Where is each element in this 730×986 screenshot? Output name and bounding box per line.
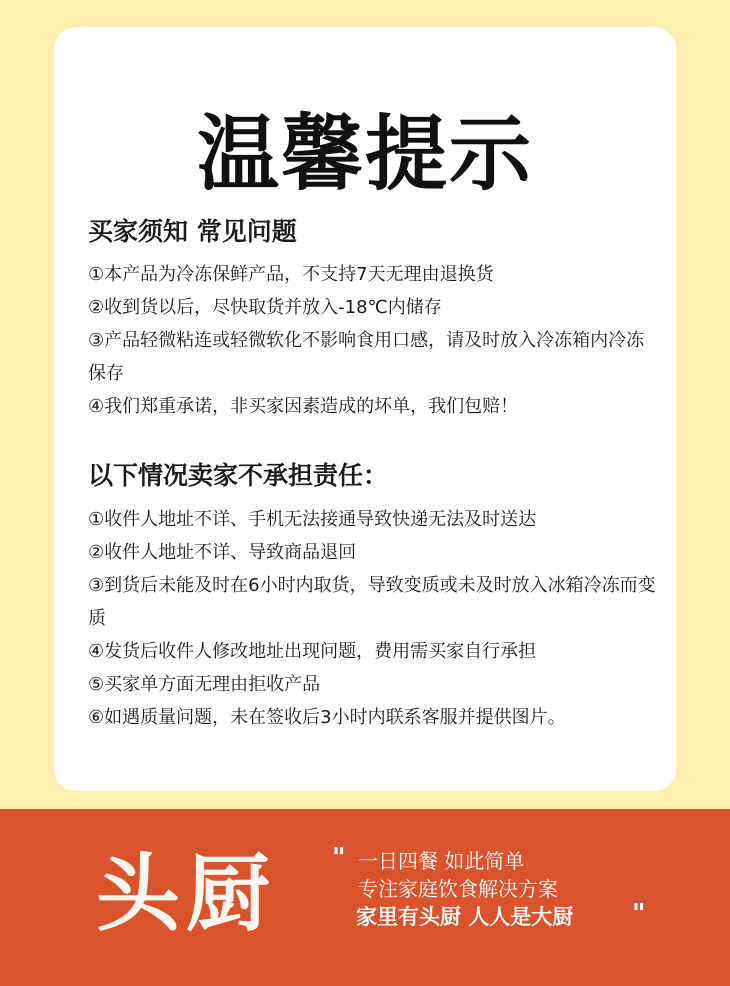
- section-heading-disclaimer: 以下情况卖家不承担责任：: [88, 461, 389, 490]
- list-item: ①收件人地址不详、手机无法接通导致快递无法及时送达: [88, 509, 537, 530]
- section-heading-buyer-notice: 买家须知 常见问题: [88, 217, 297, 246]
- list-item: ④发货后收件人修改地址出现问题，费用需买家自行承担: [88, 641, 537, 662]
- notice-card: [54, 27, 676, 791]
- list-item: ②收到货以后，尽快取货并放入-18℃内储存: [88, 297, 442, 318]
- brand-footer: [0, 809, 730, 986]
- slogan-line-1: 一日四餐 如此简单: [358, 849, 525, 873]
- brand-slogan: [332, 843, 662, 931]
- buyer-notice-list: [88, 258, 658, 423]
- open-quote-mark: ": [332, 843, 346, 873]
- list-item: ③产品轻微粘连或轻微软化不影响食用口感，请及时放入冷冻箱内冷冻保存: [88, 330, 645, 384]
- close-quote-mark: ": [632, 899, 646, 929]
- list-item: ⑥如遇质量问题，未在签收后3小时内联系客服并提供图片。: [88, 707, 566, 728]
- slogan-line-3: 家里有头厨 人人是大厨: [356, 905, 574, 929]
- page-title: 温馨提示: [196, 107, 533, 202]
- disclaimer-list: [88, 503, 658, 734]
- brand-logo: 头厨: [96, 844, 277, 943]
- list-item: ①本产品为冷冻保鲜产品，不支持7天无理由退换货: [88, 264, 494, 285]
- list-item: ②收件人地址不详、导致商品退回: [88, 542, 357, 563]
- list-item: ⑤买家单方面无理由拒收产品: [88, 674, 321, 695]
- list-item: ③到货后未能及时在6小时内取货，导致变质或未及时放入冰箱冷冻而变质: [88, 575, 656, 629]
- slogan-line-2: 专注家庭饮食解决方案: [358, 877, 558, 901]
- list-item: ④我们郑重承诺，非买家因素造成的坏单，我们包赔！: [88, 396, 519, 417]
